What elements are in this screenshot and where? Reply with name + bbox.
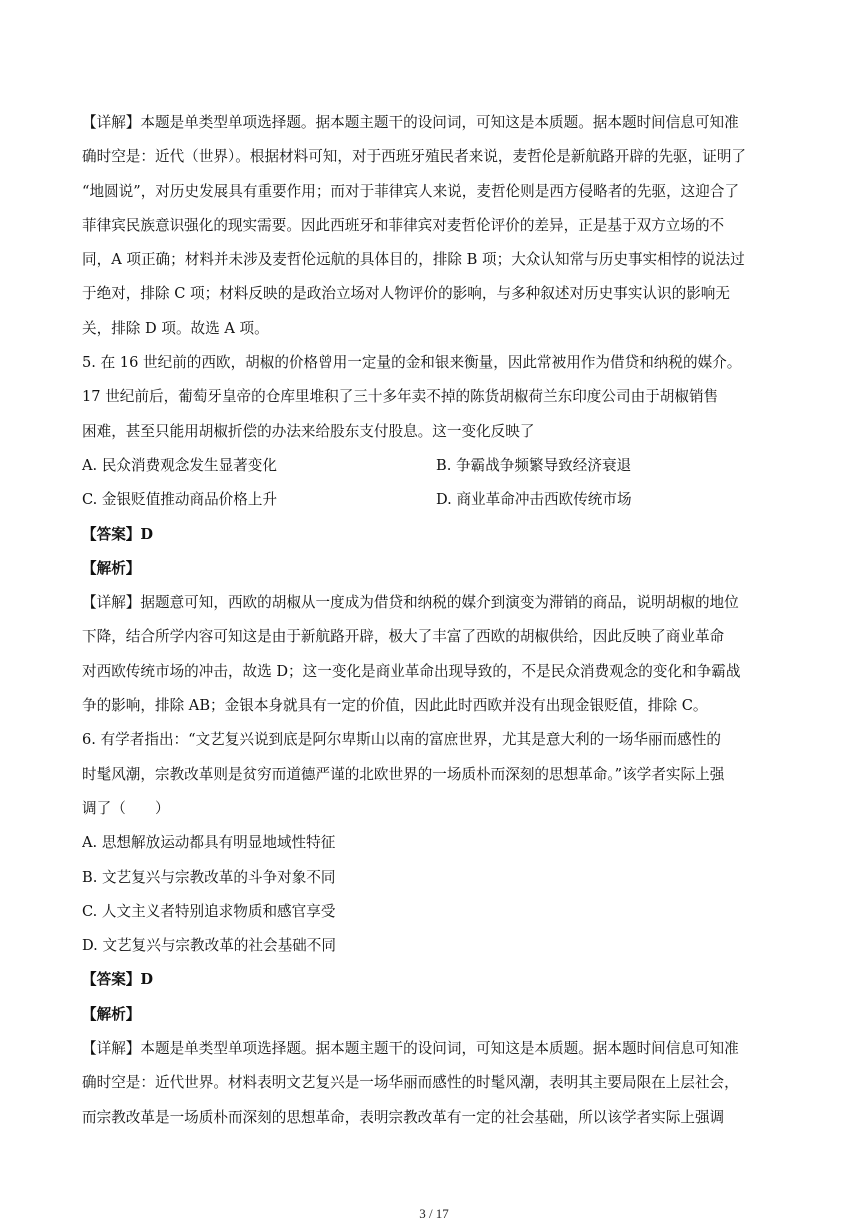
text-line: 菲律宾民族意识强化的现实需要。因此西班牙和菲律宾对麦哲伦评价的差异，正是基于双方立场的不 bbox=[82, 216, 725, 234]
text-line: 于绝对，排除 C 项；材料反映的是政治立场对人物评价的影响，与多种叙述对历史事实认识的影响无 bbox=[82, 285, 730, 303]
option-c: C. 金银贬值推动商品价格上升 bbox=[82, 491, 278, 509]
answer-label: 【答案】D bbox=[82, 525, 154, 543]
analysis-label: 【解析】 bbox=[82, 1005, 141, 1023]
q4-explanation bbox=[82, 106, 790, 346]
question-stem-line: 6. 有学者指出：“文艺复兴说到底是阿尔卑斯山以南的富庶世界，尤其是意大利的一场华丽而感性的 bbox=[82, 731, 721, 749]
question-stem-line: 5. 在 16 世纪前的西欧，胡椒的价格曾用一定量的金和银来衡量，因此常被用作为借贷和纳税的媒介。 bbox=[82, 354, 742, 372]
text-line: “地圆说”，对历史发展具有重要作用；而对于菲律宾人来说，麦哲伦则是西方侵略者的先驱，这迎合了 bbox=[82, 182, 740, 200]
page-number: 3 / 17 bbox=[419, 1206, 449, 1221]
question-stem-line: 调了（ ） bbox=[82, 799, 170, 817]
option-c: C. 人文主义者特别追求物质和感官享受 bbox=[82, 902, 336, 920]
question-5 bbox=[82, 346, 790, 723]
text-line: 关，排除 D 项。故选 A 项。 bbox=[82, 319, 269, 337]
analysis-label: 【解析】 bbox=[82, 559, 141, 577]
text-line: 【详解】本题是单类型单项选择题。据本题主题干的设问词，可知这是本质题。据本题时间信息可知准 bbox=[82, 114, 739, 131]
answer-label: 【答案】D bbox=[82, 971, 154, 989]
text-line: 确时空是：近代（世界）。根据材料可知，对于西班牙殖民者来说，麦哲伦是新航路开辟的先驱，证明了 bbox=[82, 148, 747, 166]
text-line: 对西欧传统市场的冲击，故选 D；这一变化是商业革命出现导致的，不是民众消费观念的变化和争霸战 bbox=[82, 662, 741, 680]
option-b: B. 文艺复兴与宗教改革的斗争对象不同 bbox=[82, 868, 336, 886]
question-stem-line: 时髦风潮，宗教改革则是贫穷而道德严谨的北欧世界的一场质朴而深刻的思想革命。”该学者实际上强 bbox=[82, 765, 725, 783]
question-stem-line: 困难，甚至只能用胡椒折偿的办法来给股东支付股息。这一变化反映了 bbox=[82, 422, 535, 440]
option-a: A. 民众消费观念发生显著变化 bbox=[82, 456, 277, 474]
options-row bbox=[82, 483, 790, 517]
text-line: 争的影响，排除 AB；金银本身就具有一定的价值，因此此时西欧并没有出现金银贬值，排除 C。 bbox=[82, 697, 708, 715]
text-line: 确时空是：近代世界。材料表明文艺复兴是一场华丽而感性的时髦风潮，表明其主要局限在上层社会， bbox=[82, 1074, 739, 1092]
question-6 bbox=[82, 723, 790, 1135]
text-line: 而宗教改革是一场质朴而深刻的思想革命，表明宗教改革有一定的社会基础，所以该学者实际上强调 bbox=[82, 1108, 725, 1126]
text-line: 同，A 项正确；材料并未涉及麦哲伦远航的具体目的，排除 B 项；大众认知常与历史事实相悖的说法过 bbox=[82, 251, 745, 269]
option-b: B. 争霸战争频繁导致经济衰退 bbox=[436, 456, 632, 474]
text-line: 【详解】本题是单类型单项选择题。据本题主题干的设问词，可知这是本质题。据本题时间信息可知准 bbox=[82, 1040, 739, 1058]
text-line: 下降，结合所学内容可知这是由于新航路开辟，极大了丰富了西欧的胡椒供给，因此反映了商业革命 bbox=[82, 628, 725, 646]
option-a: A. 思想解放运动都具有明显地域性特征 bbox=[82, 834, 336, 852]
page-content bbox=[82, 106, 790, 1135]
option-d: D. 商业革命冲击西欧传统市场 bbox=[436, 491, 632, 509]
options-row bbox=[82, 449, 790, 483]
option-d: D. 文艺复兴与宗教改革的社会基础不同 bbox=[82, 937, 336, 955]
text-line: 【详解】据题意可知，西欧的胡椒从一度成为借贷和纳税的媒介到演变为滞销的商品，说明胡椒的地位 bbox=[82, 594, 739, 612]
question-stem-line: 17 世纪前后，葡萄牙皇帝的仓库里堆积了三十多年卖不掉的陈货胡椒荷兰东印度公司由于胡椒销售 bbox=[82, 388, 719, 406]
